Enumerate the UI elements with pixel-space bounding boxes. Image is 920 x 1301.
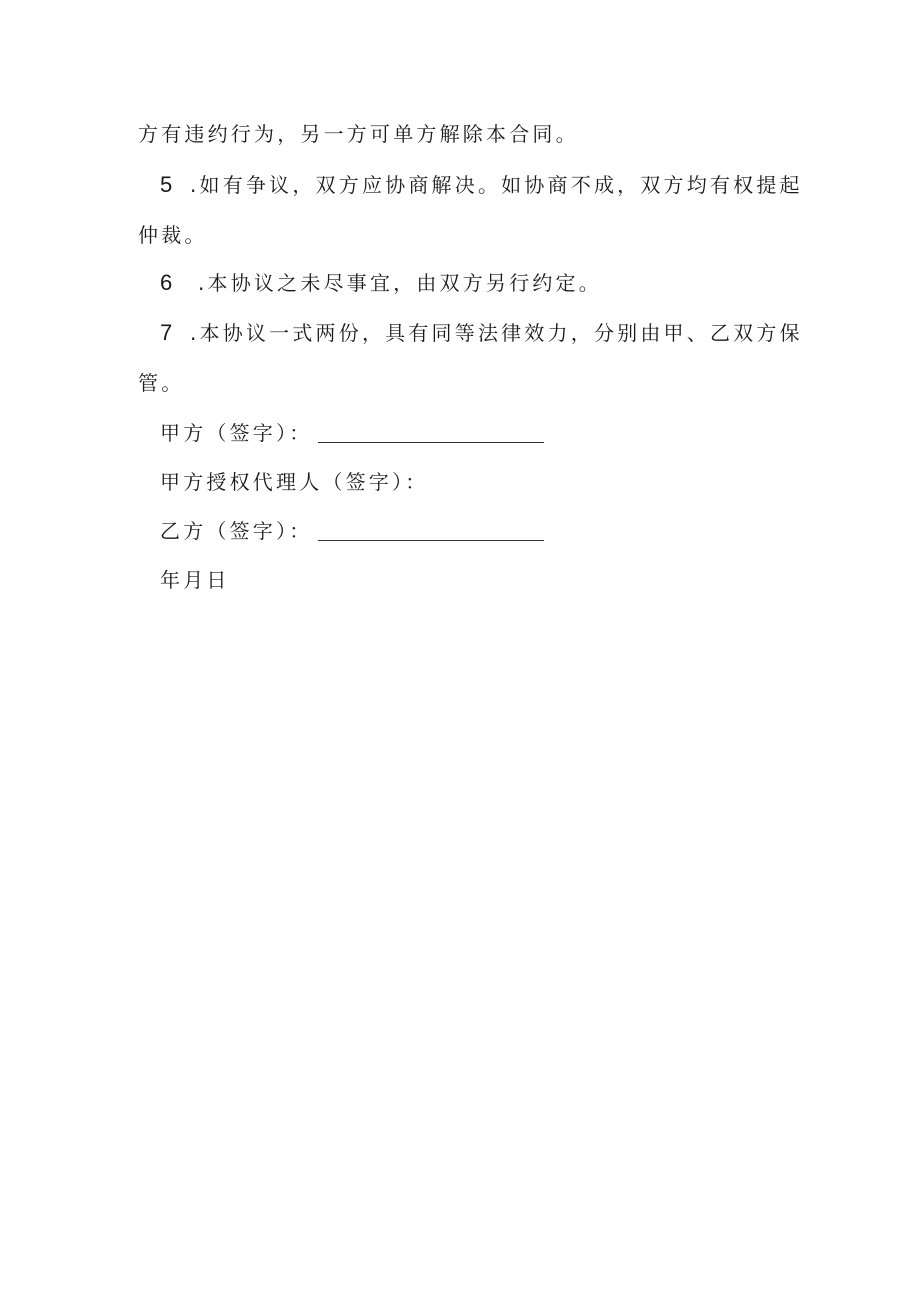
clause6-line1 [160,270,602,296]
date-label: 年月日 [160,568,230,592]
party-a-label: 甲方（签字）： [160,421,313,445]
clause7-text: .本协议一式两份，具有同等法律效力，分别由甲、乙双方保 [190,321,803,345]
party-a-agent-label: 甲方授权代理人（签字）： [160,470,429,494]
clause5-number: 5 [160,172,173,197]
clause5-text: .如有争议，双方应协商解决。如协商不成，双方均有权提起 [190,173,803,197]
party-b-signature-line[interactable] [318,520,544,541]
clause7-line1 [160,320,803,346]
party-a-signature-line[interactable] [318,422,544,443]
clause7-number: 7 [160,320,173,345]
clause6-text: .本协议之未尽事宜，由双方另行约定。 [198,271,602,295]
party-b-signature-row [160,518,544,544]
clause5-line2: 仲裁。 [138,223,208,247]
clause4-continuation: 方有违约行为，另一方可单方解除本合同。 [138,122,579,146]
clause7-line2: 管。 [138,371,185,395]
party-a-signature-row [160,420,544,446]
party-b-label: 乙方（签字）： [160,519,313,543]
clause6-number: 6 [160,270,173,295]
clause5-line1 [160,172,803,198]
